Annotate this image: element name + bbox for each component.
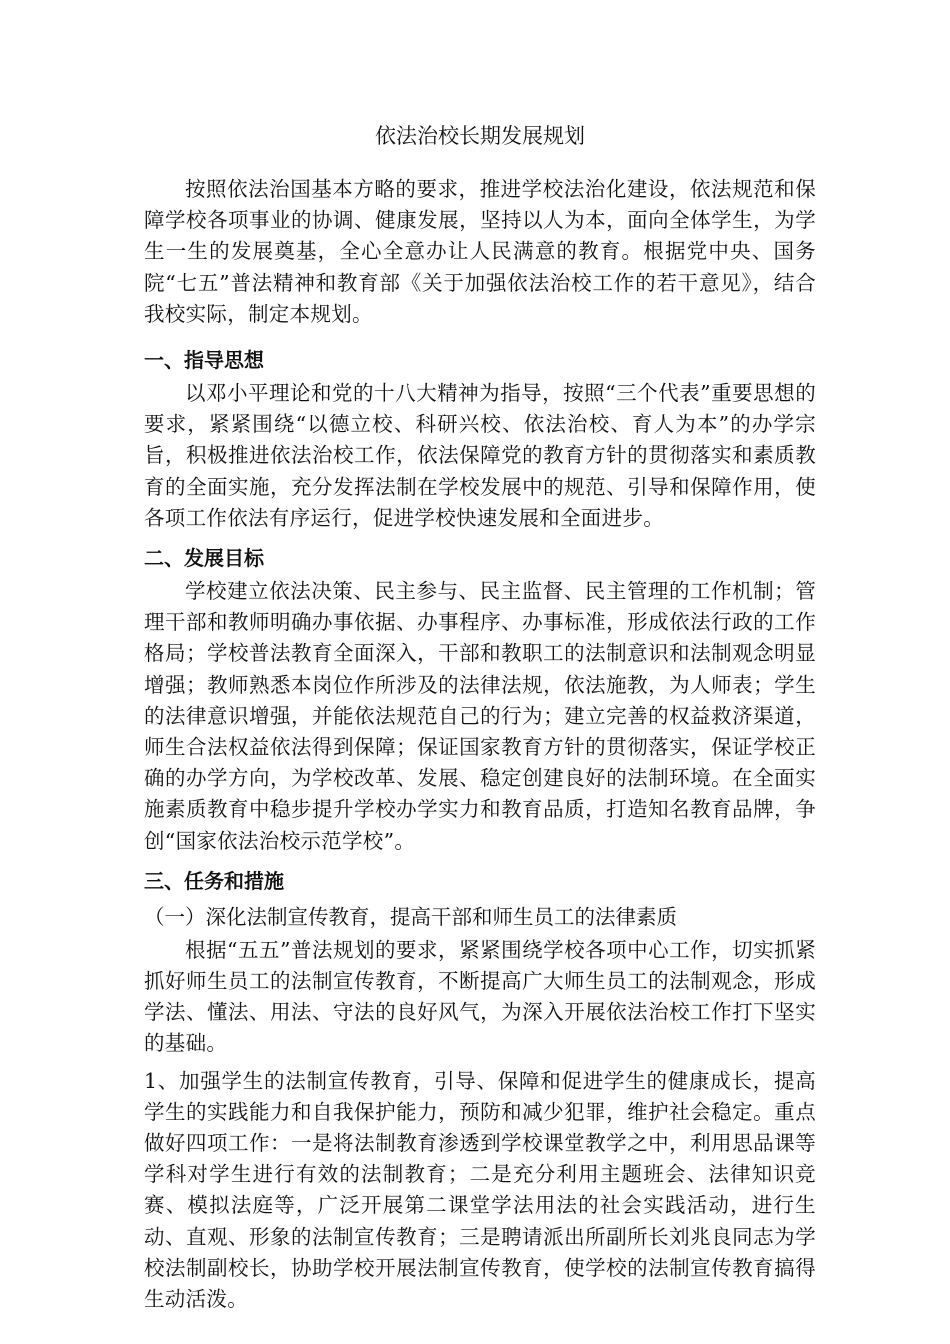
list-item-1: 1、加强学生的法制宣传教育，引导、保障和促进学生的健康成长，提高学生的实践能力和自我保护能力，预防和减少犯罪，维护社会稳定。重点做好四项工作：一是将法制教育渗透到学校课堂教学之中，利用思品课等学科对学生进行有效的法制教育；二是充分利用主题班会、法律知识竞赛、模拟法庭等，广泛开展第二课堂学法用法的社会实践活动，进行生动、直观、形象的法制宣传教育；三是聘请派出所副所长刘兆良同志为学校法制副校长，协助学校开展法制宣传教育，使学校的法制宣传教育搞得生动活泼。 — [144, 1068, 816, 1312]
intro-paragraph: 按照依法治国基本方略的要求，推进学校法治化建设，依法规范和保障学校各项事业的协调、健康发展，坚持以人为本，面向全体学生，为学生一生的发展奠基，全心全意办让人民满意的教育。根据党中央、国务院“七五”普法精神和教育部《关于加强依法治校工作的若干意见》，结合我校实际，制定本规划。 — [144, 177, 816, 326]
document-content — [144, 118, 816, 1315]
section-heading-development-goals: 二、发展目标 — [144, 546, 264, 571]
section-heading-guiding-ideology: 一、指导思想 — [144, 348, 264, 373]
section-body-development-goals: 学校建立依法决策、民主参与、民主监督、民主管理的工作机制；管理干部和教师明确办事依据、办事程序、办事标准，形成依法行政的工作格局；学校普法教育全面深入，干部和教职工的法制意识和法制观念明显增强；教师熟悉本岗位作所涉及的法律法规，依法施教，为人师表；学生的法律意识增强，并能依法规范自己的行为；建立完善的权益救济渠道，师生合法权益依法得到保障；保证国家教育方针的贯彻落实，保证学校正确的办学方向，为学校改革、发展、稳定创建良好的法制环境。在全面实施素质教育中稳步提升学校办学实力和教育品质，打造知名教育品牌，争创“国家依法治校示范学校”。 — [144, 579, 816, 853]
document-title: 依法治校长期发展规划 — [375, 124, 585, 148]
subsection-body-legal-education: 根据“五五”普法规划的要求，紧紧围绕学校各项中心工作，切实抓紧抓好师生员工的法制宣传教育，不断提高广大师生员工的法制观念，形成学法、懂法、用法、守法的良好风气，为深入开展依法治校工作打下坚实的基础。 — [144, 937, 816, 1056]
section-body-guiding-ideology: 以邓小平理论和党的十八大精神为指导，按照“三个代表”重要思想的要求，紧紧围绕“以德立校、科研兴校、依法治校、育人为本”的办学宗旨，积极推进依法治校工作，依法保障党的教育方针的贯彻落实和素质教育的全面实施，充分发挥法制在学校发展中的规范、引导和保障作用，使各项工作依法有序运行，促进学校快速发展和全面进步。 — [144, 381, 816, 530]
section-heading-tasks-measures: 三、任务和措施 — [144, 868, 284, 893]
subsection-heading-legal-education: （一）深化法制宣传教育，提高干部和师生员工的法律素质 — [144, 904, 677, 929]
